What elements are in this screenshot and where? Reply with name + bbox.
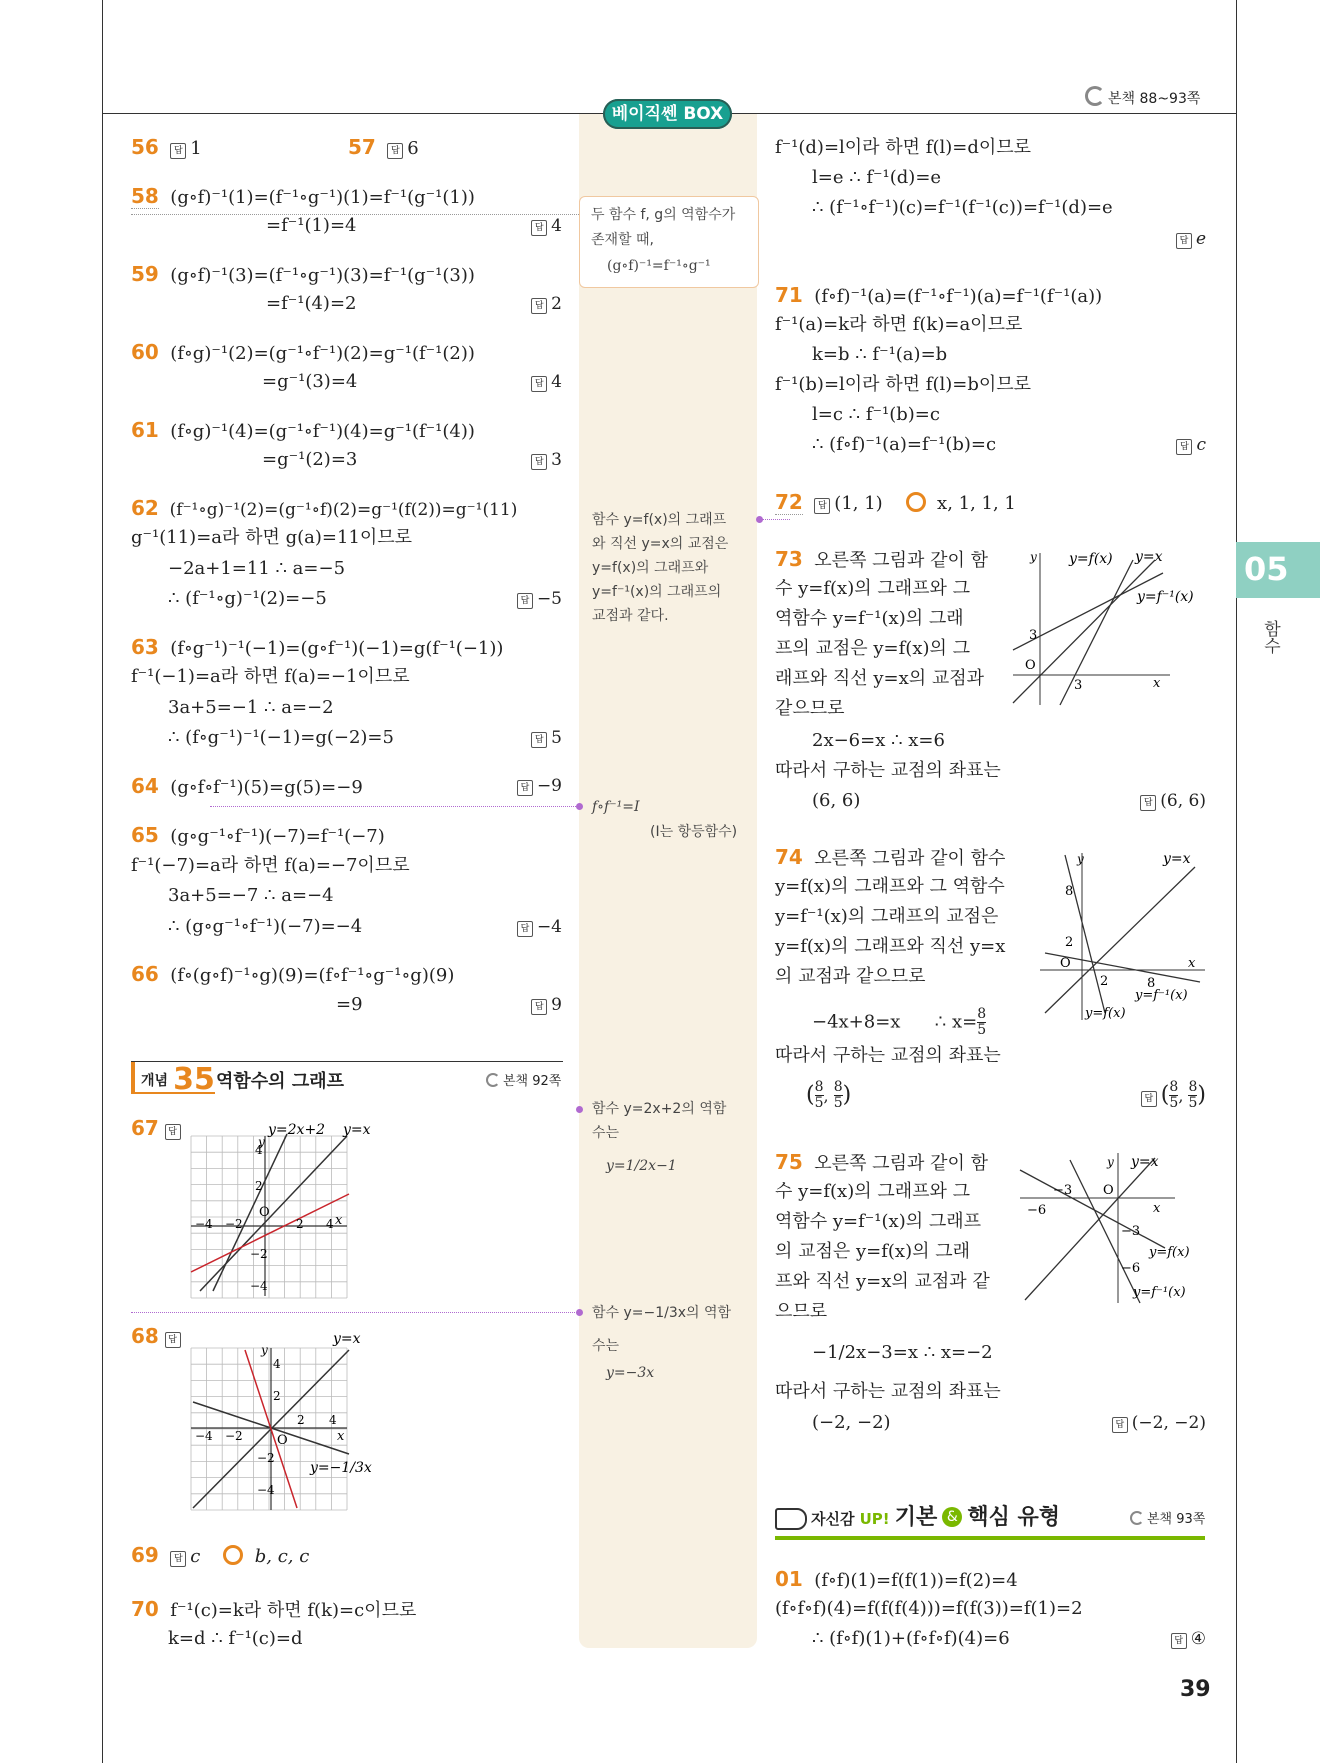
graph-label: y=x: [343, 1122, 371, 1138]
problem-74-answer: 답 ( $\frac{8}{5}$ , $\frac{8}{5}$ ): [1141, 1080, 1206, 1111]
problem-01-line1: 01 (f∘f)(1)=f(f(1))=f(2)=4: [775, 1567, 1018, 1591]
problem-58-line1: 58 (g∘f)⁻¹(1)=(f⁻¹∘g⁻¹)(1)=f⁻¹(g⁻¹(1)): [131, 184, 475, 208]
answer-mark-icon: 답: [531, 298, 547, 314]
graph-label: 8: [1065, 884, 1074, 899]
note-4-line3: y=1/2x−1: [606, 1158, 677, 1174]
problem-62-answer: 답 −5: [517, 588, 562, 610]
problem-73-coord: (6, 6): [812, 790, 861, 811]
basic-box-column: [579, 114, 757, 1648]
graph-label: y=x: [333, 1331, 361, 1347]
graph-label: 8: [1147, 976, 1156, 991]
problem-70-cont-line2: l=e ∴ f⁻¹(d)=e: [812, 167, 942, 188]
note-2-line1: 함수 y=f(x)의 그래프: [592, 512, 727, 528]
note-5-line1: 함수 y=−1/3x의 역함: [592, 1305, 732, 1321]
graph-label: −4: [250, 1279, 268, 1293]
problem-63-answer: 답 5: [531, 727, 562, 749]
problem-61-line1: 61 (f∘g)⁻¹(4)=(g⁻¹∘f⁻¹)(4)=g⁻¹(f⁻¹(4)): [131, 418, 475, 442]
problem-71-line5: l=c ∴ f⁻¹(b)=c: [812, 404, 940, 425]
problem-74-eq: −4x+8=x ∴ x= $\frac{8}{5}$: [812, 1006, 987, 1038]
problem-69: 69 답 c b, c, c: [131, 1543, 310, 1567]
graph-label: x: [1188, 956, 1196, 971]
problem-63-line3: 3a+5=−1 ∴ a=−2: [168, 697, 334, 718]
problem-74-coord: ( $\frac{8}{5}$ , $\frac{8}{5}$ ): [806, 1079, 852, 1111]
note-2-line2: 와 직선 y=x의 교점은: [592, 536, 729, 552]
target-icon: [906, 492, 926, 512]
problem-65-answer: 답 −4: [517, 916, 562, 938]
problem-60-line1: 60 (f∘g)⁻¹(2)=(g⁻¹∘f⁻¹)(2)=g⁻¹(f⁻¹(2)): [131, 340, 475, 364]
graph-75: [1015, 1148, 1215, 1308]
section2-header: [775, 1496, 1205, 1540]
answer-mark-icon: 답: [531, 732, 547, 748]
problem-59-answer: 답 2: [531, 293, 562, 315]
section-ref: 본책 92쪽: [486, 1070, 561, 1089]
problem-75-line6: 으므로: [775, 1301, 828, 1322]
header-ref: 본책 88~93쪽: [1085, 86, 1200, 108]
note-2-line4: y=f⁻¹(x)의 그래프의: [592, 584, 722, 600]
problem-63-line1: 63 (f∘g⁻¹)⁻¹(−1)=(g∘f⁻¹)(−1)=g(f⁻¹(−1)): [131, 635, 504, 659]
problem-70-line2: k=d ∴ f⁻¹(c)=d: [168, 1628, 303, 1649]
note-1-line1: 두 함수 f, g의 역함수가: [591, 207, 736, 223]
problem-68: 68 답: [131, 1325, 185, 1349]
problem-73-line6: 같으므로: [775, 698, 845, 719]
graph-label: −6: [1027, 1203, 1047, 1218]
page-left-border: [102, 0, 103, 1763]
problem-64-line1: 64 (g∘f∘f⁻¹)(5)=g(5)=−9: [131, 774, 363, 798]
section2-ref: 본책 93쪽: [1130, 1508, 1205, 1527]
problem-71-line3: k=b ∴ f⁻¹(a)=b: [812, 344, 948, 365]
graph-label: x: [1153, 1201, 1161, 1216]
note-4-line2: 수는: [592, 1125, 620, 1141]
note-dot: [576, 1106, 583, 1113]
graph-label: 2: [255, 1179, 263, 1193]
graph-label: y: [1030, 550, 1037, 564]
answer-mark-icon: 답: [170, 143, 186, 159]
problem-75-line2: 수 y=f(x)의 그래프와 그: [775, 1181, 970, 1202]
graph-68: [185, 1328, 375, 1516]
problem-59-line2: =f⁻¹(4)=2: [266, 293, 357, 314]
problem-57: 57 답 6: [348, 135, 419, 159]
graph-label: −4: [195, 1217, 213, 1231]
problem-59-line1: 59 (g∘f)⁻¹(3)=(f⁻¹∘g⁻¹)(3)=f⁻¹(g⁻¹(3)): [131, 262, 475, 286]
line-f: [1065, 855, 1105, 1013]
line-y-equals-2x-plus-2: [213, 1134, 287, 1291]
graph-label: y=f(x): [1069, 551, 1113, 567]
graph-label: 4: [329, 1413, 337, 1427]
basic-box-title: 베이직쎈 BOX: [603, 99, 732, 129]
problem-75-answer: 답 (−2, −2): [1112, 1412, 1206, 1434]
problem-58-answer: 답 4: [531, 215, 562, 237]
answer-mark-icon: 답: [531, 454, 547, 470]
answer-mark-icon: 답: [517, 593, 533, 609]
section2-rule: [775, 1536, 1205, 1540]
graph-label: y: [1107, 1155, 1114, 1169]
section-title: 역함수의 그래프: [216, 1071, 344, 1092]
problem-71-line4: f⁻¹(b)=l이라 하면 f(l)=b이므로: [775, 374, 1032, 395]
graph-label: y=f(x): [1085, 1006, 1126, 1021]
graph-label: y: [261, 1343, 268, 1357]
problem-01-line2: (f∘f∘f)(4)=f(f(f(4)))=f(f(3))=f(1)=2: [775, 1598, 1083, 1619]
graph-67: [185, 1116, 375, 1304]
answer-mark-icon: 답: [387, 143, 403, 159]
answer-mark-icon: 답: [1140, 795, 1156, 811]
answer-mark-icon: 답: [814, 498, 830, 514]
problem-62-line4: ∴ (f⁻¹∘g)⁻¹(2)=−5: [168, 588, 327, 609]
problem-62-line1: 62 (f⁻¹∘g)⁻¹(2)=(g⁻¹∘f)(2)=g⁻¹(f(2))=g⁻¹(11): [131, 496, 518, 520]
note-5-line2: 수는: [592, 1338, 620, 1354]
problem-73-final: 따라서 구하는 교점의 좌표는: [775, 760, 1001, 781]
problem-73-line4: 프의 교점은 y=f(x)의 그: [775, 638, 970, 659]
page-right-border: [1236, 0, 1237, 1763]
graph-label: y=x: [1163, 851, 1191, 867]
answer-mark-icon: 답: [165, 1124, 181, 1140]
graph-label: x: [337, 1429, 345, 1444]
graph-label: O: [259, 1205, 270, 1220]
problem-60-line2: =g⁻¹(3)=4: [262, 371, 358, 392]
note-1-line3: (g∘f)⁻¹=f⁻¹∘g⁻¹: [607, 258, 711, 274]
problem-73-line2: 수 y=f(x)의 그래프와 그: [775, 578, 970, 599]
graph-label: −2: [250, 1247, 268, 1261]
connector-line: [131, 1312, 581, 1313]
problem-70-line1: 70 f⁻¹(c)=k라 하면 f(k)=c이므로: [131, 1597, 417, 1621]
answer-mark-icon: 답: [1176, 439, 1192, 455]
megaphone-icon: [775, 1508, 807, 1530]
answer-mark-icon: 답: [1176, 233, 1192, 249]
graph-label: −2: [257, 1451, 275, 1465]
problem-74-line3: y=f⁻¹(x)의 그래프의 교점은: [775, 906, 999, 927]
problem-73-line1: 73 오른쪽 그림과 같이 함: [775, 547, 988, 571]
problem-73-line3: 역함수 y=f⁻¹(x)의 그래: [775, 608, 964, 629]
line-f: [1060, 560, 1133, 705]
problem-66-line1: 66 (f∘(g∘f)⁻¹∘g)(9)=(f∘f⁻¹∘g⁻¹∘g)(9): [131, 962, 455, 986]
problem-75-final: 따라서 구하는 교점의 좌표는: [775, 1381, 1001, 1402]
graph-label: x: [335, 1213, 343, 1228]
graph-label: y=−1/3x: [310, 1460, 372, 1476]
graph-label: x: [1153, 676, 1161, 691]
graph-73: [1005, 545, 1220, 710]
note-4-line1: 함수 y=2x+2의 역함: [592, 1101, 727, 1117]
problem-62-line3: −2a+1=11 ∴ a=−5: [168, 558, 346, 579]
problem-58-line2: =f⁻¹(1)=4: [266, 215, 357, 236]
problem-74-final: 따라서 구하는 교점의 좌표는: [775, 1045, 1001, 1066]
answer-mark-icon: 답: [1112, 1417, 1128, 1433]
graph-label: O: [1103, 1183, 1114, 1198]
answer-mark-icon: 답: [517, 921, 533, 937]
problem-73-answer: 답 (6, 6): [1140, 790, 1206, 812]
problem-01-line3: ∴ (f∘f)(1)+(f∘f∘f)(4)=6: [812, 1628, 1010, 1649]
graph-74: [1035, 845, 1210, 1025]
problem-75-line4: 의 교점은 y=f(x)의 그래: [775, 1241, 970, 1262]
graph-label: −2: [225, 1429, 243, 1443]
problem-75-coord: (−2, −2): [812, 1412, 891, 1433]
problem-74-line2: y=f(x)의 그래프와 그 역함수: [775, 876, 1005, 897]
answer-mark-icon: 답: [531, 376, 547, 392]
note-1-line2: 존재할 때,: [591, 232, 654, 248]
graph-label: y: [258, 1135, 265, 1149]
answer-mark-icon: 답: [531, 220, 547, 236]
problem-70-answer: 답 e: [1176, 228, 1206, 250]
graph-label: y=2x+2: [268, 1122, 326, 1138]
connector-line: [762, 519, 790, 520]
graph-label: −2: [225, 1217, 243, 1231]
refresh-icon: [1130, 1511, 1144, 1525]
problem-62-line2: g⁻¹(11)=a라 하면 g(a)=11이므로: [131, 527, 413, 548]
problem-73-eq: 2x−6=x ∴ x=6: [812, 730, 945, 751]
problem-61-line2: =g⁻¹(2)=3: [262, 449, 358, 470]
problem-01-answer: 답 ④: [1171, 1628, 1206, 1650]
graph-label: y=f⁻¹(x): [1137, 589, 1194, 605]
problem-75-line1: 75 오른쪽 그림과 같이 함: [775, 1150, 988, 1174]
graph-label: 2: [296, 1217, 304, 1231]
graph-label: 2: [297, 1413, 305, 1427]
problem-75-line5: 프와 직선 y=x의 교점과 같: [775, 1271, 990, 1292]
graph-label: y=f⁻¹(x): [1135, 988, 1188, 1003]
note-2-line5: 교점과 같다.: [592, 608, 669, 624]
answer-mark-icon: 답: [165, 1332, 181, 1348]
refresh-icon: [486, 1073, 500, 1087]
page-number: 39: [1180, 1677, 1211, 1702]
problem-71-line6: ∴ (f∘f)⁻¹(a)=f⁻¹(b)=c: [812, 434, 997, 455]
graph-label: 2: [1100, 974, 1109, 989]
graph-label: y=f⁻¹(x): [1133, 1285, 1186, 1300]
answer-mark-icon: 답: [517, 780, 533, 796]
problem-75-line3: 역함수 y=f⁻¹(x)의 그래프: [775, 1211, 981, 1232]
problem-74-line5: 의 교점과 같으므로: [775, 966, 926, 987]
problem-73-line5: 래프와 직선 y=x의 교점과: [775, 668, 985, 689]
answer-mark-icon: 답: [1141, 1091, 1157, 1107]
fraction: $\frac{8}{5}$: [977, 1006, 987, 1038]
problem-60-answer: 답 4: [531, 371, 562, 393]
graph-label: 4: [255, 1143, 263, 1157]
graph-label: y: [1077, 852, 1084, 866]
problem-63-line2: f⁻¹(−1)=a라 하면 f(a)=−1이므로: [131, 666, 410, 687]
chapter-number: 05: [1244, 550, 1289, 588]
graph-label: y=f(x): [1149, 1245, 1190, 1260]
problem-71-line1: 71 (f∘f)⁻¹(a)=(f⁻¹∘f⁻¹)(a)=f⁻¹(f⁻¹(a)): [775, 283, 1103, 307]
graph-label: 3: [1074, 678, 1083, 693]
note-5-line3: y=−3x: [606, 1365, 655, 1381]
graph-label: O: [1025, 658, 1036, 673]
graph-label: 3: [1029, 628, 1038, 643]
graph-label: O: [1060, 956, 1071, 971]
problem-63-line4: ∴ (f∘g⁻¹)⁻¹(−1)=g(−2)=5: [168, 727, 394, 748]
note-3-line2: (I는 항등함수): [650, 824, 738, 840]
graph-label: O: [277, 1433, 288, 1448]
problem-72: 72 답 (1, 1) x, 1, 1, 1: [775, 490, 1016, 514]
answer-mark-icon: 답: [170, 1551, 186, 1567]
problem-74-line4: y=f(x)의 그래프와 직선 y=x: [775, 936, 1006, 957]
graph-label: −3: [1053, 1183, 1073, 1198]
note-2-line3: y=f(x)의 그래프와: [592, 560, 709, 576]
problem-70-cont-line3: ∴ (f⁻¹∘f⁻¹)(c)=f⁻¹(f⁻¹(c))=f⁻¹(d)=e: [812, 197, 1113, 218]
problem-65-line3: 3a+5=−7 ∴ a=−4: [168, 885, 334, 906]
graph-label: −6: [1121, 1261, 1141, 1276]
problem-71-answer: 답 c: [1176, 434, 1206, 456]
answer-mark-icon: 답: [531, 999, 547, 1015]
graph-label: 4: [273, 1357, 281, 1371]
problem-66-line2: =9: [336, 994, 363, 1015]
note-dot: [576, 803, 583, 810]
problem-74-line1: 74 오른쪽 그림과 같이 함수: [775, 845, 1006, 869]
problem-65-line1: 65 (g∘g⁻¹∘f⁻¹)(−7)=f⁻¹(−7): [131, 823, 385, 847]
graph-label: −4: [195, 1429, 213, 1443]
refresh-icon: [1085, 86, 1105, 106]
graph-label: 2: [1065, 935, 1074, 950]
graph-label: y=x: [1131, 1154, 1159, 1170]
problem-65-line2: f⁻¹(−7)=a라 하면 f(a)=−7이므로: [131, 855, 410, 876]
problem-56: 56 답 1: [131, 135, 202, 159]
chapter-label: 함수: [1260, 620, 1280, 654]
problem-70-cont-line1: f⁻¹(d)=l이라 하면 f(l)=d이므로: [775, 137, 1032, 158]
section2-title: 자신감 UP! 기본 & 핵심 유형: [811, 1505, 1061, 1530]
graph-label: 2: [273, 1389, 281, 1403]
connector-line: [210, 806, 580, 807]
problem-65-line4: ∴ (g∘g⁻¹∘f⁻¹)(−7)=−4: [168, 916, 363, 937]
graph-label: 4: [326, 1217, 334, 1231]
problem-61-answer: 답 3: [531, 449, 562, 471]
target-icon: [223, 1545, 243, 1565]
section-header: [131, 1062, 563, 1097]
graph-label: y=x: [1135, 549, 1163, 565]
note-dot: [576, 1309, 583, 1316]
problem-75-eq: −1/2x−3=x ∴ x=−2: [812, 1342, 993, 1363]
graph-label: −3: [1121, 1224, 1141, 1239]
problem-67: 67 답: [131, 1117, 185, 1141]
problem-66-answer: 답 9: [531, 994, 562, 1016]
problem-71-line2: f⁻¹(a)=k라 하면 f(k)=a이므로: [775, 314, 1023, 335]
section-tag: 개념 35: [131, 1062, 215, 1094]
answer-mark-icon: 답: [1171, 1633, 1187, 1649]
problem-64-answer: 답 −9: [517, 775, 562, 797]
note-3-line1: f∘f⁻¹=I: [592, 799, 640, 815]
graph-label: −4: [257, 1483, 275, 1497]
